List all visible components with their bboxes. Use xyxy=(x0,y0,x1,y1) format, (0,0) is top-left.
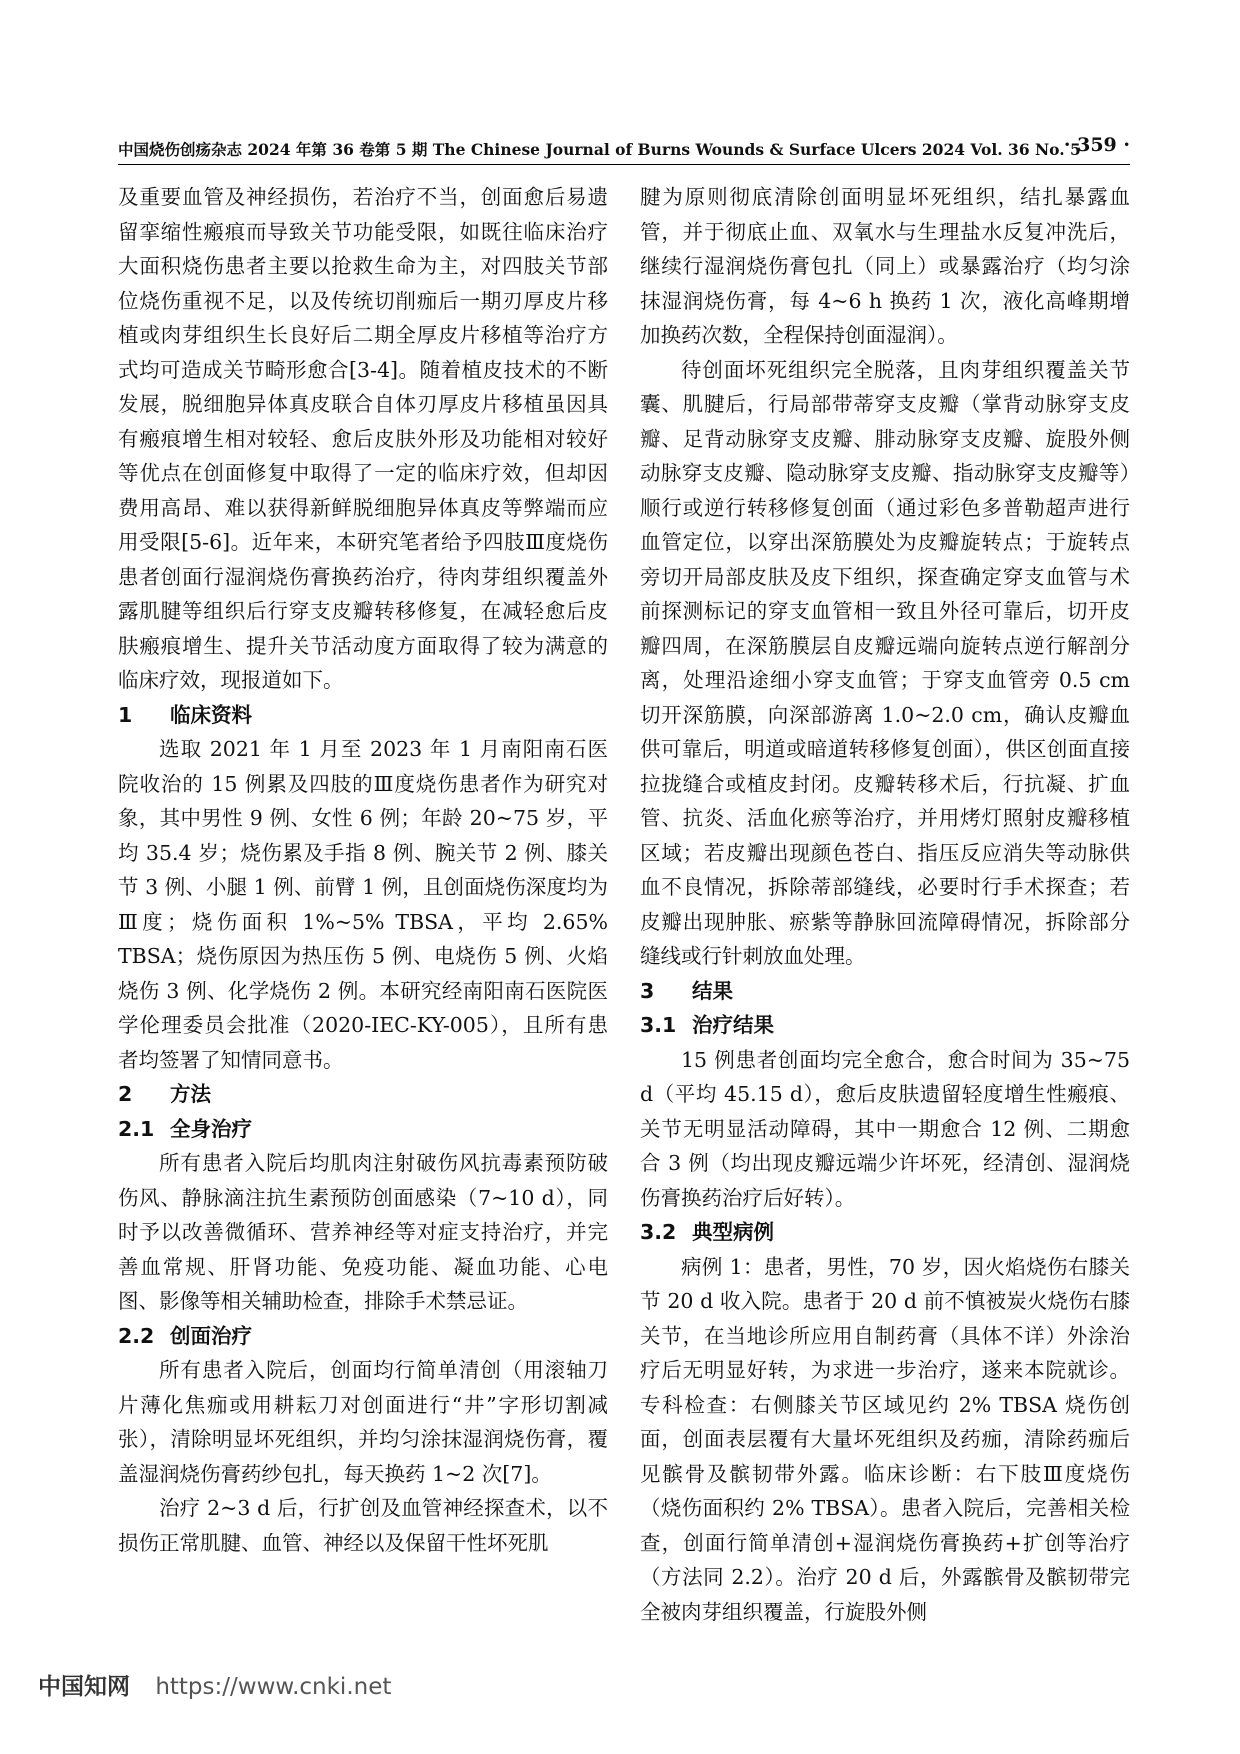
page-number: · 359 · xyxy=(1063,134,1130,156)
cnki-watermark xyxy=(38,1668,391,1701)
subsection-number: 2.1 xyxy=(118,1116,155,1141)
paragraph: 所有患者入院后，创面均行简单清创（用滚轴刀片薄化焦痂或用耕耘刀对创面进行“井”字形切割减张），清除明显坏死组织，并均匀涂抹湿润烧伤膏，覆盖湿润烧伤膏药纱包扎，每天换药 1~2 次[7]。 xyxy=(118,1358,608,1486)
paragraph: 腱为原则彻底清除创面明显坏死组织，结扎暴露血管，并于彻底止血、双氧水与生理盐水反复冲洗后，继续行湿润烧伤膏包扎（同上）或暴露治疗（均匀涂抹湿润烧伤膏，每 4~6 h 换药 1 次，液化高峰期增加换药次数，全程保持创面湿润）。 xyxy=(640,185,1130,347)
paragraph: 选取 2021 年 1 月至 2023 年 1 月南阳南石医院收治的 15 例累及四肢的Ⅲ度烧伤患者作为研究对象，其中男性 9 例、女性 6 例；年龄 20~75 岁，平均 35.4 岁；烧伤累及手指 8 例、腕关节 2 例、膝关节 3 例、小腿 1 例、前臂 1 例，且创面烧伤深度均为Ⅲ度；烧伤面积 1%~5% TBSA，平均 2.65% TBSA；烧伤原因为热压伤 5 例、电烧伤 5 例、火焰烧伤 3 例、化学烧伤 2 例。本研究经南阳南石医院医学伦理委员会批准（2020-IEC-KY-005），且所有患者均签署了知情同意书。 xyxy=(118,737,608,1072)
section-heading xyxy=(118,1077,608,1112)
subsection-number: 2.2 xyxy=(118,1323,155,1348)
section-number: 2 xyxy=(118,1082,133,1106)
section-heading xyxy=(640,974,1130,1009)
section-heading xyxy=(118,698,608,733)
subsection-title: 创面治疗 xyxy=(170,1323,252,1348)
subsection-title: 典型病例 xyxy=(692,1220,774,1244)
right-column xyxy=(640,180,1130,1629)
subsection-title: 治疗结果 xyxy=(692,1013,774,1037)
paragraph: 所有患者入院后均肌肉注射破伤风抗毒素预防破伤风、静脉滴注抗生素预防创面感染（7~10 d），同时予以改善微循环、营养神经等对症支持治疗，并完善血常规、肝肾功能、免疫功能、凝血功能、心电图、影像等相关辅助检查，排除手术禁忌证。 xyxy=(118,1151,608,1313)
paragraph: 治疗 2~3 d 后，行扩创及血管神经探查术，以不损伤正常肌腱、血管、神经以及保留干性坏死肌 xyxy=(118,1496,608,1555)
section-title: 结果 xyxy=(692,978,733,1003)
subsection-heading xyxy=(640,1008,1130,1043)
subsection-title: 全身治疗 xyxy=(170,1116,252,1141)
subsection-heading xyxy=(640,1215,1130,1250)
left-column xyxy=(118,180,608,1560)
section-title: 临床资料 xyxy=(170,702,252,727)
paragraph: 待创面坏死组织完全脱落，且肉芽组织覆盖关节囊、肌腱后，行局部带蒂穿支皮瓣（掌背动脉穿支皮瓣、足背动脉穿支皮瓣、腓动脉穿支皮瓣、旋股外侧动脉穿支皮瓣、隐动脉穿支皮瓣、指动脉穿支皮瓣等）顺行或逆行转移修复创面（通过彩色多普勒超声进行血管定位，以穿出深筋膜处为皮瓣旋转点；于旋转点旁切开局部皮肤及皮下组织，探查确定穿支血管与术前探测标记的穿支血管相一致且外径可靠后，切开皮瓣四周，在深筋膜层自皮瓣远端向旋转点逆行解剖分离，处理沿途细小穿支血管；于穿支血管旁 0.5 cm 切开深筋膜，向深部游离 1.0~2.0 cm，确认皮瓣血供可靠后，明道或暗道转移修复创面），供区创面直接拉拢缝合或植皮封闭。皮瓣转移术后，行抗凝、扩血管、抗炎、活血化瘀等治疗，并用烤灯照射皮瓣移植区域；若皮瓣出现颜色苍白、指压反应消失等动脉供血不良情况，拆除蒂部缝线，必要时行手术探查；若皮瓣出现肿胀、瘀紫等静脉回流障碍情况，拆除部分缝线或行针刺放血处理。 xyxy=(640,357,1130,968)
section-number: 3 xyxy=(640,978,655,1003)
paragraph: 15 例患者创面均完全愈合，愈合时间为 35~75 d（平均 45.15 d），愈后皮肤遗留轻度增生性瘢痕、关节无明显活动障碍，其中一期愈合 12 例、二期愈合 3 例（均出现皮瓣远端少许坏死，经清创、湿润烧伤膏换药治疗后好转）。 xyxy=(640,1047,1130,1210)
subsection-heading xyxy=(118,1319,608,1354)
cnki-logo: 中国知网 xyxy=(38,1674,130,1700)
subsection-number: 3.2 xyxy=(640,1220,677,1244)
subsection-heading xyxy=(118,1112,608,1147)
journal-citation: 中国烧伤创疡杂志 2024 年第 36 卷第 5 期 The Chinese Journal of Burns Wounds & Surface Ulcers 2024 Vol. 36 No. 5 xyxy=(118,140,1081,159)
section-title: 方法 xyxy=(170,1082,211,1106)
running-header xyxy=(118,134,1130,162)
subsection-number: 3.1 xyxy=(640,1013,677,1037)
paragraph: 及重要血管及神经损伤，若治疗不当，创面愈后易遗留挛缩性瘢痕而导致关节功能受限，如既往临床治疗大面积烧伤患者主要以抢救生命为主，对四肢关节部位烧伤重视不足，以及传统切削痂后一期刃厚皮片移植或肉芽组织生长良好后二期全厚皮片移植等治疗方式均可造成关节畸形愈合[3-4]。随着植皮技术的不断发展，脱细胞异体真皮联合自体刃厚皮片移植虽因具有瘢痕增生相对较轻、愈后皮肤外形及功能相对较好等优点在创面修复中取得了一定的临床疗效，但却因费用高昂、难以获得新鲜脱细胞异体真皮等弊端而应用受限[5-6]。近年来，本研究笔者给予四肢Ⅲ度烧伤患者创面行湿润烧伤膏换药治疗，待肉芽组织覆盖外露肌腱等组织后行穿支皮瓣转移修复，在减轻愈后皮肤瘢痕增生、提升关节活动度方面取得了较为满意的临床疗效，现报道如下。 xyxy=(118,185,608,692)
paragraph: 病例 1：患者，男性，70 岁，因火焰烧伤右膝关节 20 d 收入院。患者于 20 d 前不慎被炭火烧伤右膝关节，在当地诊所应用自制药膏（具体不详）外涂治疗后无明显好转，为求进一步治疗，遂来本院就诊。专科检查：右侧膝关节区域见约 2% TBSA 烧伤创面，创面表层覆有大量坏死组织及药痂，清除药痂后见髌骨及髌韧带外露。临床诊断：右下肢Ⅲ度烧伤（烧伤面积约 2% TBSA）。患者入院后，完善相关检查，创面行简单清创+湿润烧伤膏换药+扩创等治疗（方法同 2.2）。治疗 20 d 后，外露髌骨及髌韧带完全被肉芽组织覆盖，行旋股外侧 xyxy=(640,1254,1130,1624)
cnki-url: https://www.cnki.net xyxy=(155,1674,392,1700)
header-rule xyxy=(118,164,1130,165)
section-number: 1 xyxy=(118,702,133,727)
